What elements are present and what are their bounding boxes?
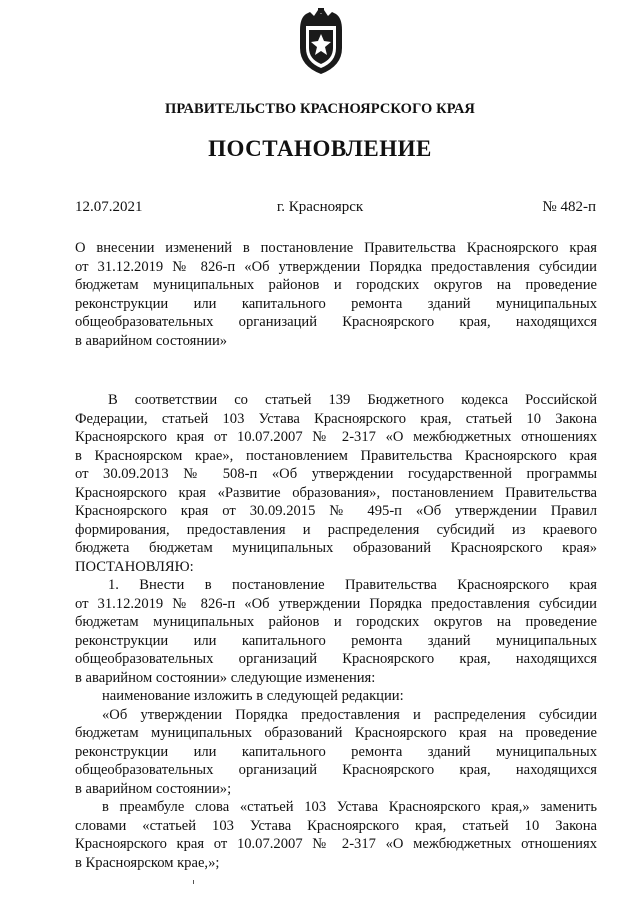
body-line: реконструкции или капитального ремонта зданий муниципальных bbox=[75, 632, 597, 649]
body-line: «Об утверждении Порядка предоставления и распределения субсидии bbox=[102, 706, 597, 723]
body-line: Красноярского края «Развитие образования», постановлением Правительства bbox=[75, 484, 597, 501]
resolution-title bbox=[75, 239, 597, 350]
body-line: реконструкции или капитального ремонта зданий муниципальных bbox=[75, 743, 597, 760]
body-line: общеобразовательных организаций Красноярского края, находящихся bbox=[75, 651, 597, 667]
document-date: 12.07.2021 bbox=[75, 199, 143, 215]
body-line: бюджета бюджетам муниципальных образований Красноярского края» bbox=[75, 540, 597, 556]
body-line: Федерации, статьей 103 Устава Красноярского края, статьей 10 Закона bbox=[75, 410, 597, 427]
body-line: в преамбуле слова «статьей 103 Устава Красноярского края,» заменить bbox=[102, 799, 597, 815]
title-line: общеобразовательных организаций Красноярского края, находящихся bbox=[75, 314, 597, 330]
body-line: бюджетам муниципальных районов и городских округов на проведение bbox=[75, 614, 597, 630]
title-line: в аварийном состоянии» bbox=[75, 332, 228, 349]
document-type: ПОСТАНОВЛЕНИЕ bbox=[208, 136, 432, 161]
body-line: формирования, предоставления и распределения субсидий из краевого bbox=[75, 521, 597, 538]
body-line: в Красноярском крае,»; bbox=[75, 854, 220, 871]
resolution-body bbox=[75, 391, 597, 872]
body-line: в аварийном состоянии»; bbox=[75, 780, 232, 797]
body-line: в аварийном состоянии» следующие изменения: bbox=[75, 669, 376, 686]
body-line: общеобразовательных организаций Красноярского края, находящихся bbox=[75, 762, 597, 778]
body-line: 1. Внести в постановление Правительства Красноярского края bbox=[108, 577, 597, 593]
title-line: О внесении изменений в постановление Правительства Красноярского края bbox=[75, 240, 597, 256]
body-line: от 31.12.2019 № 826-п «Об утверждении Порядка предоставления субсидии bbox=[75, 595, 597, 612]
body-line: от 30.09.2013 № 508-п «Об утверждении государственной программы bbox=[75, 466, 597, 482]
body-line: словами «статьей 103 Устава Красноярского края, статьей 10 Закона bbox=[75, 817, 597, 834]
body-line: в Красноярском крае», постановлением Правительства Красноярского края bbox=[75, 447, 597, 464]
body-line: ПОСТАНОВЛЯЮ: bbox=[75, 558, 194, 575]
title-line: реконструкции или капитального ремонта зданий муниципальных bbox=[75, 295, 597, 312]
government-title: ПРАВИТЕЛЬСТВО КРАСНОЯРСКОГО КРАЯ bbox=[164, 101, 475, 117]
body-line: Красноярского края от 30.09.2015 № 495-п «Об утверждении Правил bbox=[75, 503, 597, 519]
document-city: г. Красноярск bbox=[276, 199, 364, 215]
body-line: наименование изложить в следующей редакции: bbox=[102, 688, 404, 704]
title-line: бюджетам муниципальных районов и городских округов на проведение bbox=[75, 277, 597, 293]
document-number: № 482-п bbox=[542, 199, 596, 215]
coat-of-arms-icon bbox=[296, 8, 346, 76]
body-line: В соответствии со статьей 139 Бюджетного кодекса Российской bbox=[108, 392, 597, 408]
body-line: Красноярского края от 10.07.2007 № 2-317 «О межбюджетных отношениях bbox=[75, 836, 597, 852]
title-line: от 31.12.2019 № 826-п «Об утверждении Порядка предоставления субсидии bbox=[75, 258, 597, 275]
body-line: Красноярского края от 10.07.2007 № 2-317 «О межбюджетных отношениях bbox=[75, 429, 597, 445]
body-line: бюджетам муниципальных образований Красноярского края на проведение bbox=[75, 725, 597, 741]
scan-mark bbox=[193, 880, 194, 884]
